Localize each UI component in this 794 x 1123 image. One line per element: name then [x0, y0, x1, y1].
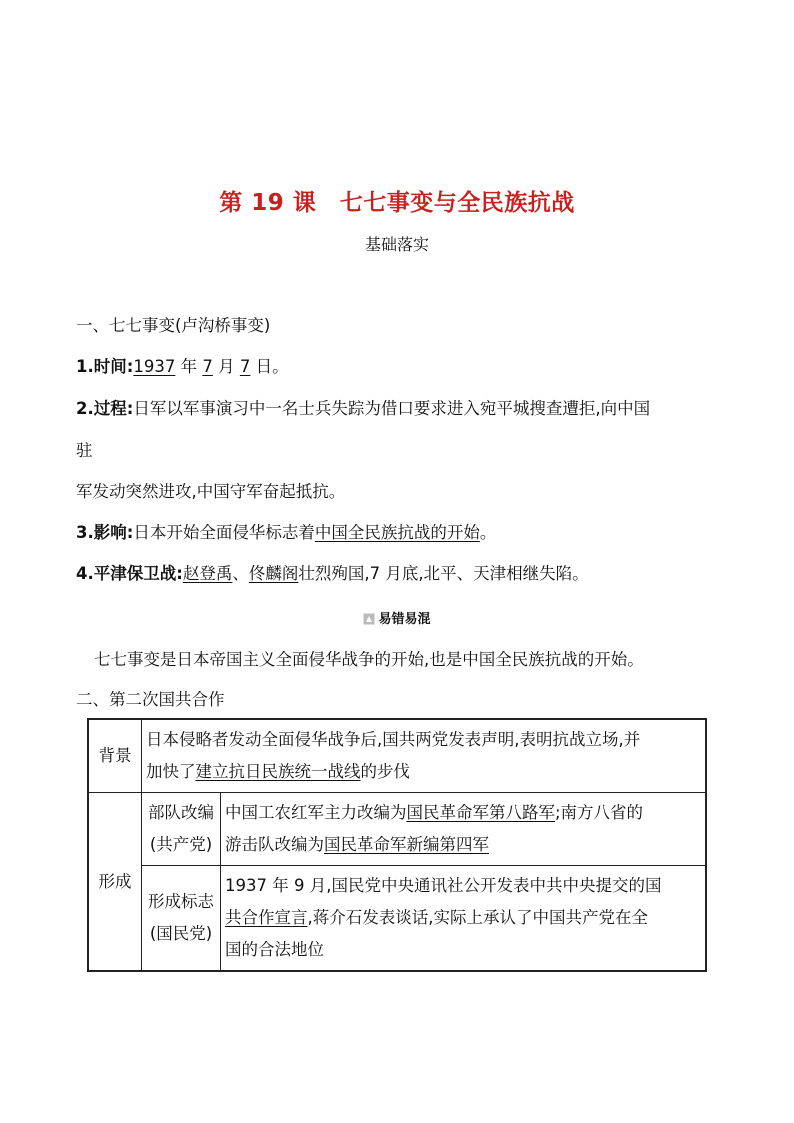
- battle-text: 壮烈殉国,7 月底,北平、天津相继失陷。: [298, 564, 589, 583]
- process-label: 2.过程:: [76, 399, 134, 418]
- impact-line: [76, 521, 496, 545]
- reorg-text: 游击队改编为: [225, 835, 324, 854]
- formation-label: 形成: [88, 793, 142, 972]
- process-line1: [76, 397, 650, 421]
- battle-text: 、: [232, 564, 249, 583]
- table-row: [88, 719, 706, 793]
- table-row: [88, 793, 706, 866]
- mark-label: [142, 866, 221, 972]
- note-heading: [0, 608, 794, 627]
- time-year: 1937: [133, 357, 176, 376]
- time-label: 1.时间:: [76, 357, 134, 376]
- cooperation-table: [87, 718, 707, 972]
- reorg-blank1: 国民革命军第八路军: [406, 803, 555, 822]
- note-heading-text: 易错易混: [378, 612, 431, 627]
- note-text: 七七事变是日本帝国主义全面侵华战争的开始,也是中国全民族抗战的开始。: [94, 650, 644, 669]
- reorg-text: ;南方八省的: [555, 803, 644, 822]
- mark-content: [221, 866, 707, 972]
- mark-line3: 国的合法地位: [225, 940, 324, 959]
- page-title: 第 19 课 七七事变与全民族抗战: [219, 190, 575, 216]
- mark-label2: (国民党): [149, 924, 213, 943]
- background-line1: 日本侵略者发动全面侵华战争后,国共两党发表声明,表明抗战立场,并: [146, 730, 641, 749]
- time-month: 7: [202, 357, 213, 376]
- background-content: [142, 719, 707, 793]
- time-text: 月: [212, 357, 240, 376]
- reorg-label1: 部队改编: [148, 803, 214, 822]
- mark-line1: 1937 年 9 月,国民党中央通讯社公开发表中共中央提交的国: [225, 876, 662, 895]
- battle-name2: 佟麟阁: [248, 564, 299, 583]
- battle-label: 4.平津保卫战:: [76, 564, 183, 583]
- table-row: [88, 866, 706, 972]
- background-blank: 建立抗日民族统一战线: [195, 762, 361, 781]
- note-icon: [363, 613, 375, 625]
- background-text: 的步伐: [360, 762, 410, 781]
- battle-name1: 赵登禹: [182, 564, 233, 583]
- impact-text: 。: [479, 523, 497, 542]
- impact-blank: 中国全民族抗战的开始: [314, 523, 480, 542]
- process-line2: 驻: [76, 441, 93, 460]
- battle-line: [76, 562, 589, 586]
- process-line3: 军发动突然进攻,中国守军奋起抵抗。: [76, 482, 346, 501]
- section2-heading: 二、第二次国共合作: [76, 690, 225, 709]
- reorg-label: [142, 793, 221, 866]
- time-text: 日。: [250, 357, 289, 376]
- page-subtitle: 基础落实: [364, 235, 429, 254]
- mark-label1: 形成标志: [148, 892, 214, 911]
- time-day: 7: [239, 357, 251, 376]
- background-text: 加快了: [146, 762, 196, 781]
- time-line: [76, 355, 289, 379]
- mark-blank: 共合作宣言: [225, 908, 308, 927]
- impact-label: 3.影响:: [76, 523, 134, 542]
- reorg-blank2: 国民革命军新编第四军: [324, 835, 489, 854]
- impact-text: 日本开始全面侵华标志着: [133, 523, 315, 542]
- time-text: 年: [175, 357, 203, 376]
- section1-heading: 一、七七事变(卢沟桥事变): [76, 316, 271, 335]
- reorg-content: [221, 793, 707, 866]
- reorg-label2: (共产党): [149, 835, 213, 854]
- process-text: 日军以军事演习中一名士兵失踪为借口要求进入宛平城搜查遭拒,向中国: [133, 399, 651, 418]
- background-label: 背景: [88, 719, 142, 793]
- reorg-text: 中国工农红军主力改编为: [225, 803, 407, 822]
- mark-text: ,蒋介石发表谈话,实际上承认了中国共产党在全: [307, 908, 648, 927]
